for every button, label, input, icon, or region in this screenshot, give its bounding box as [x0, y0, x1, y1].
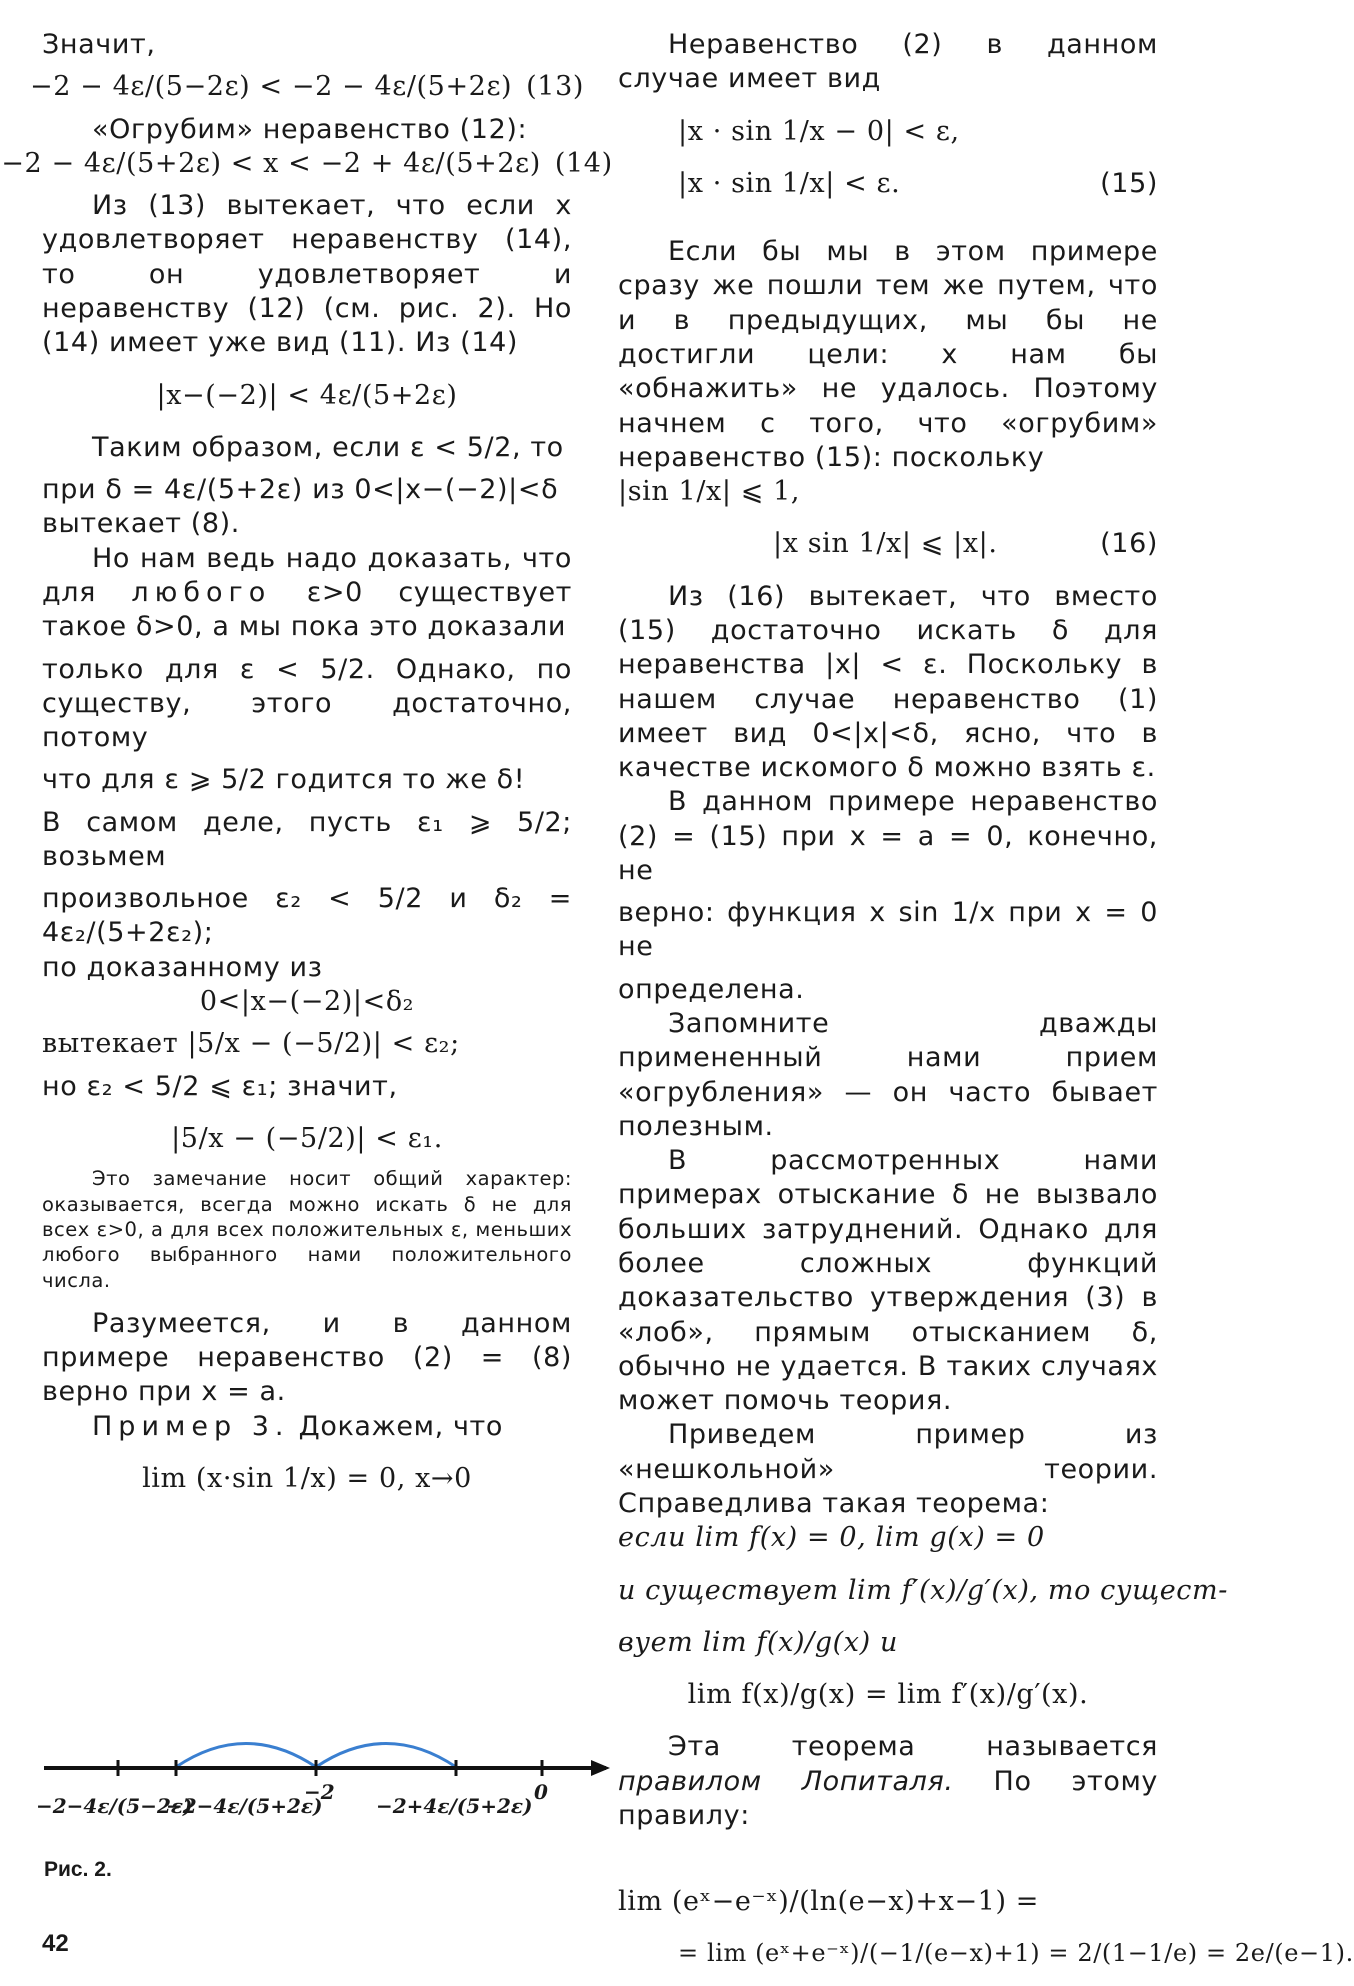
para-verno-funkciya: верно: функция x sin 1/x при x = 0 не [618, 897, 1158, 963]
figure-2 [36, 1710, 616, 1910]
fig-label-5: 0 [534, 1780, 548, 1804]
formula-abs-expr: |x−(−2)| < 4ε/(5+2ε) [156, 379, 458, 411]
para-iz-16: Из (16) вытекает, что вместо (15) достаточно искать δ для неравенства |x| < ε. Поскольку в нашем случае неравенство (1) имеет вид 0<|x|<δ, ясно, что в качестве искомого δ можно взять ε. [618, 580, 1158, 784]
para-no-nam-a: Но нам ведь надо доказать, что для [42, 542, 572, 608]
para-po-dokazannomu: по доказанному из [42, 951, 323, 983]
para-eta-teorema-b: По этому правилу: [618, 1765, 1158, 1831]
formula-delta2-expr: 0<|x−(−2)|<δ₂ [199, 986, 415, 1018]
formula-delta2 [42, 985, 572, 1019]
formula-limit-x-sin-expr: lim (x·sin 1/x) = 0, x→0 [142, 1463, 472, 1494]
formula-abs [42, 379, 572, 413]
figure-caption: Рис. 2. [44, 1858, 112, 1881]
formula-16 [618, 527, 1158, 561]
para-zapomnite: Запомните дважды примененный нами прием «огрубления» — он часто бывает полезным. [618, 1008, 1158, 1142]
eq-number-14: (14) [554, 147, 613, 179]
fig-label-1: −2−4ε/(5−2ε) [36, 1794, 193, 1818]
para-v-dannom: В данном примере неравенство (2) = (15) при x = a = 0, конечно, не [618, 786, 1158, 886]
para-tolko-dlya: только для ε < 5/2. Однако, по существу, этого достаточно, потому [42, 653, 572, 754]
page-number: 42 [42, 1930, 69, 1957]
para-primer-3 [42, 1410, 572, 1444]
term-lhopital: правилом Лопиталя. [618, 1765, 954, 1797]
formula-lhopital [618, 1678, 1158, 1712]
formula-15a [618, 115, 1158, 149]
para-chto-dlya: что для ε ⩾ 5/2 годится то же δ! [42, 764, 526, 796]
para-i-sushestvuet: и существует lim f′(x)/g′(x), то сущест- [618, 1574, 1228, 1606]
right-column [618, 28, 1354, 1968]
formula-13-expr: −2 − 4ε/(5−2ε) < −2 − 4ε/(5+2ε) [30, 71, 513, 103]
para-no-eps2: но ε₂ < 5/2 ⩽ ε₁; значит, [42, 1070, 398, 1102]
para-neravenstvo-2: Неравенство (2) в данном случае имеет вид [618, 29, 1158, 95]
left-column [1, 28, 613, 1496]
formula-limit-x-sin [42, 1462, 572, 1496]
formula-eps1-expr: |5/x − (−5/2)| < ε₁. [171, 1122, 443, 1154]
para-no-nam [42, 542, 572, 645]
para-v-samom-dele: В самом деле, пусть ε₁ ⩾ 5/2; возьмем [42, 806, 572, 872]
para-primer-3-text: Докажем, что [289, 1410, 503, 1442]
axis-arrow-icon [591, 1760, 610, 1776]
para-vytekaet-eps2: вытекает |5/x − (−5/2)| < ε₂; [42, 1028, 460, 1060]
para-razumeetsya: Разумеется, и в данном примере неравенство (2) = (8) верно при x = a. [42, 1307, 572, 1408]
formula-example-1-expr: lim (eˣ−e⁻ˣ)/(ln(e−x)+x−1) = [618, 1886, 1039, 1918]
word-lyubogo: любого [131, 576, 272, 608]
footnote-remark: Это замечание носит общий характер: оказывается, всегда можно искать δ не для всех ε>0, а для всех положительных ε, меньших любого выбранного нами положительного числа. [42, 1167, 572, 1292]
para-v-rassmotrennyh: В рассмотренных нами примерах отыскание δ не вызвало больших затруднений. Однако для более сложных функций доказательство утверждения (3) в «лоб», прямым отысканием δ, обычно не удается. В таких случаях может помочь теория. [618, 1145, 1158, 1417]
para-vytekaet-8: вытекает (8). [42, 508, 240, 540]
para-esli-lim: если lim f(x) = 0, lim g(x) = 0 [618, 1522, 1045, 1554]
fig-label-2: −2−4ε/(5+2ε) [166, 1794, 323, 1818]
formula-14 [1, 147, 613, 181]
formula-example-2-expr: = lim (eˣ+e⁻ˣ)/(−1/(e−x)+1) = 2/(1−1/e) = 2e/(e−1). [678, 1938, 1354, 1967]
para-opredelena: определена. [618, 973, 805, 1005]
eq-number-16: (16) [1100, 528, 1158, 560]
fig-label-3: −2 [304, 1780, 335, 1804]
para-vuet: вует lim f(x)/g(x) и [618, 1626, 898, 1658]
para-iz-13: Из (13) вытекает, что если x удовлетворяет неравенству (14), то он удовлетворяет и неравенству (12) (см. рис. 2). Но (14) имеет уже вид (11). Из (14) [42, 190, 572, 359]
formula-eps1 [42, 1122, 572, 1156]
formula-lhopital-expr: lim f(x)/g(x) = lim f′(x)/g′(x). [687, 1679, 1089, 1711]
arc-right [316, 1744, 456, 1768]
eq-number-13: (13) [526, 71, 584, 103]
para-privedem: Приведем пример из «нешкольной» теории. Справедлива такая теорема: [618, 1419, 1158, 1519]
para-proizvolnoe: произвольное ε₂ < 5/2 и δ₂ = 4ε₂/(5+2ε₂); [42, 883, 572, 949]
para-sin-bound: |sin 1/x| ⩽ 1, [618, 476, 801, 508]
formula-15a-expr: |x · sin 1/x − 0| < ε, [678, 115, 960, 147]
para-takim-obrazom: Таким образом, если ε < 5/2, то [92, 431, 564, 463]
para-esli-by: Если бы мы в этом примере сразу же пошли тем же путем, что и в предыдущих, мы бы не достигли цели: x нам бы «обнажить» не удалось. Поэтому начнем с того, что «огрубим» неравенство (15): поскольку [618, 236, 1158, 473]
formula-example-2 [618, 1938, 1354, 1968]
para-ogrubim: «Огрубим» неравенство (12): [92, 113, 528, 145]
formula-15-expr: |x · sin 1/x| < ε. [678, 167, 901, 199]
para-no-nam-b: ε>0 существует такое δ>0, а мы пока это доказали [42, 576, 573, 643]
fig-label-4: −2+4ε/(5+2ε) [376, 1794, 533, 1818]
para-eta-teorema [618, 1730, 1158, 1833]
formula-14-expr: −2 − 4ε/(5+2ε) < x < −2 + 4ε/(5+2ε) [1, 147, 541, 179]
formula-16-expr: |x sin 1/x| ⩽ |x|. [773, 528, 998, 560]
para-eta-teorema-a: Эта теорема называется [668, 1731, 1158, 1763]
para-pri-delta: при δ = 4ε/(5+2ε) из 0<|x−(−2)|<δ [42, 474, 559, 506]
formula-example-1 [618, 1885, 1158, 1919]
label-primer-3: Пример 3. [92, 1410, 290, 1442]
eq-number-15: (15) [1100, 167, 1158, 199]
formula-13 [30, 70, 584, 104]
para-znachit: Значит, [42, 29, 156, 60]
arc-left [176, 1744, 316, 1768]
formula-15 [618, 167, 1158, 201]
